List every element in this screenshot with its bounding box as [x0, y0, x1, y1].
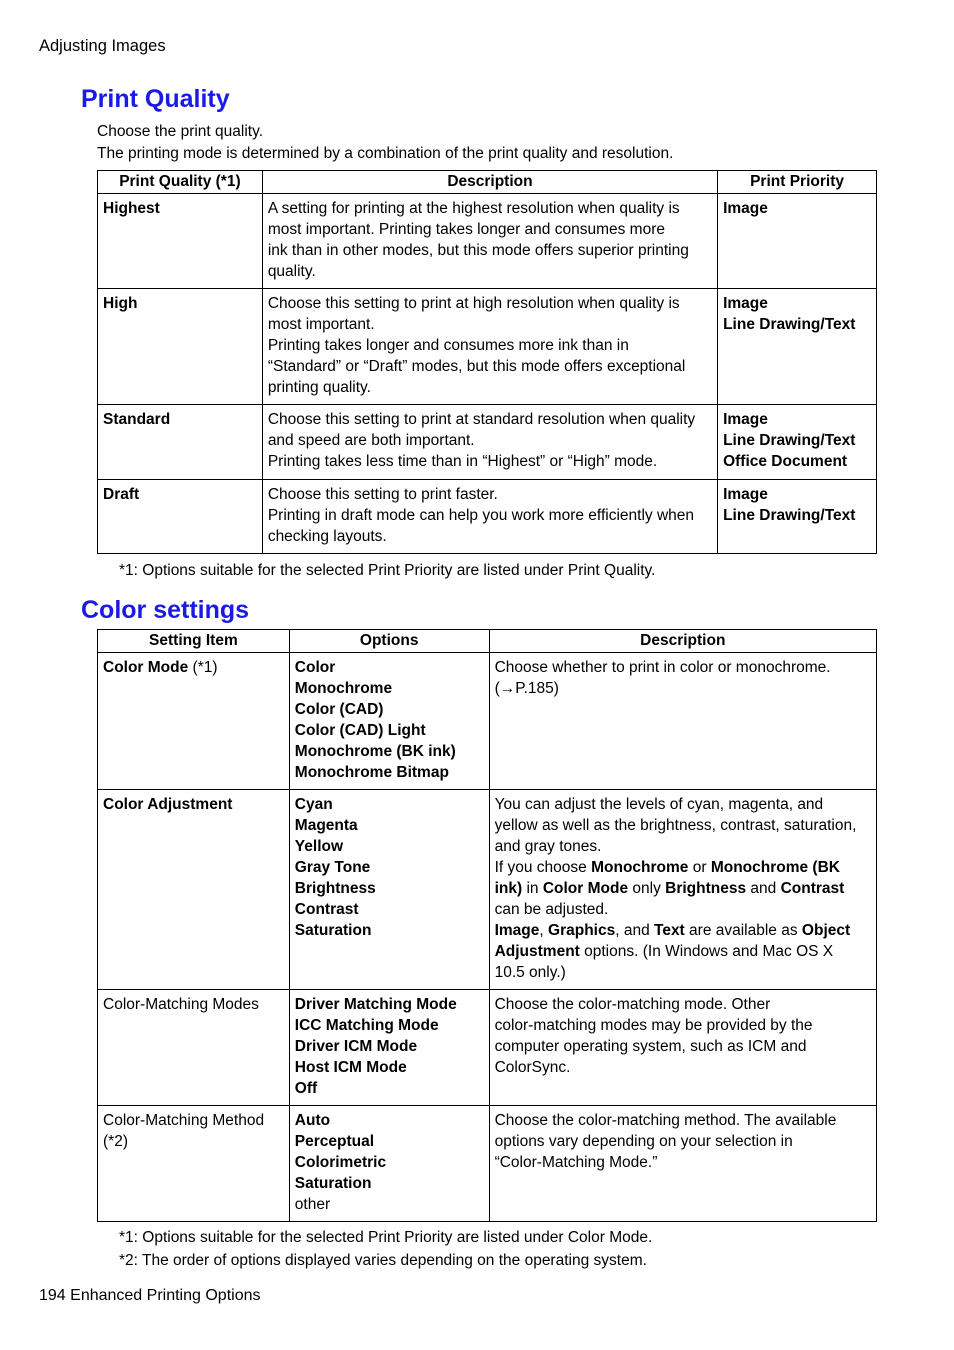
priority-item: Line Drawing/Text — [723, 432, 856, 449]
emphasis: Brightness — [665, 880, 747, 897]
emphasis: Object — [801, 922, 851, 939]
setting-item-cell — [98, 653, 290, 790]
table-row — [98, 790, 877, 990]
description-line: can be adjusted. — [494, 901, 609, 918]
description-line: ColorSync. — [494, 1059, 571, 1076]
options-cell — [289, 990, 489, 1106]
text-run: , — [539, 922, 549, 939]
description-line: Choose the color-matching method. The available — [494, 1112, 837, 1129]
option-item: Auto — [294, 1112, 331, 1129]
description-cell — [262, 194, 717, 289]
column-header: Print Priority — [718, 171, 877, 194]
quality-cell: Draft — [98, 480, 263, 554]
options-cell — [289, 1106, 489, 1222]
option-item: Magenta — [294, 817, 358, 834]
priority-cell — [718, 194, 877, 289]
column-header: Print Quality (*1) — [98, 171, 263, 194]
priority-item: Line Drawing/Text — [723, 507, 856, 524]
option-item: Driver ICM Mode — [294, 1038, 418, 1055]
description-cell — [262, 480, 717, 554]
option-item: Perceptual — [294, 1133, 375, 1150]
description-line — [495, 941, 871, 962]
print-quality-footnote: *1: Options suitable for the selected Print Priority are listed under Print Quality. — [119, 562, 656, 579]
option-item: Monochrome — [294, 680, 393, 697]
option-item: Color (CAD) — [294, 701, 384, 718]
description-line: most important. Printing takes longer and consumes more — [267, 221, 665, 238]
priority-item: Image — [723, 486, 768, 503]
option-item: Contrast — [294, 901, 359, 918]
priority-item: Office Document — [723, 453, 848, 470]
option-item: Monochrome Bitmap — [294, 764, 449, 781]
description-line: options vary depending on your selection in — [494, 1133, 793, 1150]
description-line: 10.5 only.) — [494, 964, 566, 981]
emphasis: Text — [654, 922, 685, 939]
setting-item-cell — [98, 1106, 290, 1222]
quality-cell: High — [98, 289, 263, 405]
color-settings-heading: Color settings — [81, 596, 250, 624]
description-line — [495, 920, 871, 941]
setting-item-label: Color-Matching Method — [103, 1112, 265, 1129]
description-line: yellow as well as the brightness, contrast, saturation, — [494, 817, 857, 834]
color-settings-footnote-2: *2: The order of options displayed varies depending on the operating system. — [119, 1252, 647, 1269]
setting-item-cell — [98, 990, 290, 1106]
text-run: , and — [615, 922, 654, 939]
option-item: Yellow — [294, 838, 344, 855]
option-item: other — [294, 1196, 331, 1213]
setting-item-cell — [98, 790, 290, 990]
emphasis: Color Mode — [542, 880, 629, 897]
quality-cell: Standard — [98, 405, 263, 480]
description-line: and speed are both important. — [267, 432, 475, 449]
priority-cell — [718, 480, 877, 554]
description-line — [495, 878, 871, 899]
priority-item: Image — [723, 200, 768, 217]
option-item: Off — [294, 1080, 318, 1097]
description-line: “Color-Matching Mode.” — [494, 1154, 658, 1171]
description-line: Printing takes less time than in “Highest” or “High” mode. — [267, 453, 658, 470]
page-footer: 194 Enhanced Printing Options — [39, 1287, 261, 1304]
priority-cell — [718, 405, 877, 480]
description-line: most important. — [267, 316, 375, 333]
print-quality-intro-2: The printing mode is determined by a combination of the print quality and resolution. — [97, 145, 674, 162]
quality-cell: Highest — [98, 194, 263, 289]
emphasis: Monochrome (BK — [710, 859, 840, 876]
priority-item: Image — [723, 411, 768, 428]
options-cell — [289, 790, 489, 990]
table-row — [98, 653, 877, 790]
table-row — [98, 990, 877, 1106]
description-line: Printing takes longer and consumes more ink than in — [267, 337, 629, 354]
description-line: “Standard” or “Draft” modes, but this mode offers exceptional — [267, 358, 686, 375]
priority-cell — [718, 289, 877, 405]
option-item: Host ICM Mode — [294, 1059, 407, 1076]
option-item: Monochrome (BK ink) — [294, 743, 456, 760]
column-header: Setting Item — [98, 630, 290, 653]
text-run: only — [628, 880, 666, 897]
description-line: printing quality. — [267, 379, 371, 396]
setting-item-label: Color Mode — [103, 659, 189, 676]
description-line: You can adjust the levels of cyan, magenta, and — [494, 796, 824, 813]
running-header: Adjusting Images — [39, 37, 166, 55]
description-line: Choose whether to print in color or monochrome. — [494, 659, 831, 676]
description-line: A setting for printing at the highest resolution when quality is — [267, 200, 680, 217]
text-run: are available as — [684, 922, 802, 939]
description-cell — [489, 990, 876, 1106]
description-line — [495, 857, 871, 878]
priority-item: Image — [723, 295, 768, 312]
print-quality-heading: Print Quality — [81, 85, 230, 113]
description-line: Choose this setting to print at high resolution when quality is — [267, 295, 680, 312]
text-run: and — [746, 880, 781, 897]
setting-item-label: Color Adjustment — [103, 796, 233, 813]
emphasis: Contrast — [780, 880, 845, 897]
setting-item-label: Color-Matching Modes — [103, 996, 259, 1013]
description-line: quality. — [267, 263, 316, 280]
description-line: checking layouts. — [267, 528, 387, 545]
option-item: Driver Matching Mode — [294, 996, 457, 1013]
emphasis: Graphics — [548, 922, 616, 939]
option-item: Brightness — [294, 880, 376, 897]
column-header: Description — [262, 171, 717, 194]
emphasis: Monochrome — [591, 859, 689, 876]
description-line: and gray tones. — [494, 838, 602, 855]
table-row — [98, 405, 877, 480]
description-cell — [262, 289, 717, 405]
option-item: Saturation — [294, 1175, 372, 1192]
text-run: or — [688, 859, 711, 876]
emphasis: Adjustment — [494, 943, 580, 960]
description-cell — [262, 405, 717, 480]
table-row — [98, 289, 877, 405]
option-item: Colorimetric — [294, 1154, 387, 1171]
print-quality-table — [97, 170, 877, 554]
text-run: in — [522, 880, 543, 897]
text-run: If you choose — [494, 859, 592, 876]
option-item: Color — [294, 659, 336, 676]
description-line: Choose this setting to print at standard resolution when quality — [267, 411, 696, 428]
text-run: options. (In Windows and Mac OS X — [579, 943, 834, 960]
description-line: Choose this setting to print faster. — [267, 486, 498, 503]
option-item: Saturation — [294, 922, 372, 939]
option-item: Color (CAD) Light — [294, 722, 426, 739]
description-cell — [489, 1106, 876, 1222]
table-row — [98, 1106, 877, 1222]
column-header: Options — [289, 630, 489, 653]
print-quality-intro-1: Choose the print quality. — [97, 123, 264, 140]
options-cell — [289, 653, 489, 790]
description-cell — [489, 653, 876, 790]
color-settings-table — [97, 629, 877, 1222]
emphasis: Image — [494, 922, 540, 939]
priority-item: Line Drawing/Text — [723, 316, 856, 333]
page-reference-link[interactable]: (→P.185) — [494, 680, 559, 697]
description-line: computer operating system, such as ICM and — [494, 1038, 807, 1055]
table-header-row — [98, 171, 877, 194]
table-row — [98, 480, 877, 554]
color-settings-footnote-1: *1: Options suitable for the selected Print Priority are listed under Color Mode. — [119, 1229, 653, 1246]
description-cell — [489, 790, 876, 990]
description-line: ink than in other modes, but this mode offers superior printing — [267, 242, 689, 259]
column-header: Description — [489, 630, 876, 653]
option-item: ICC Matching Mode — [294, 1017, 439, 1034]
option-item: Cyan — [294, 796, 333, 813]
option-item: Gray Tone — [294, 859, 371, 876]
description-line: Printing in draft mode can help you work more efficiently when — [267, 507, 694, 524]
table-header-row — [98, 630, 877, 653]
footnote-ref: (*1) — [188, 659, 218, 676]
description-line: Choose the color-matching mode. Other — [494, 996, 771, 1013]
emphasis: ink) — [494, 880, 523, 897]
footnote-ref: (*2) — [103, 1133, 128, 1150]
description-line: color-matching modes may be provided by the — [494, 1017, 813, 1034]
table-row — [98, 194, 877, 289]
